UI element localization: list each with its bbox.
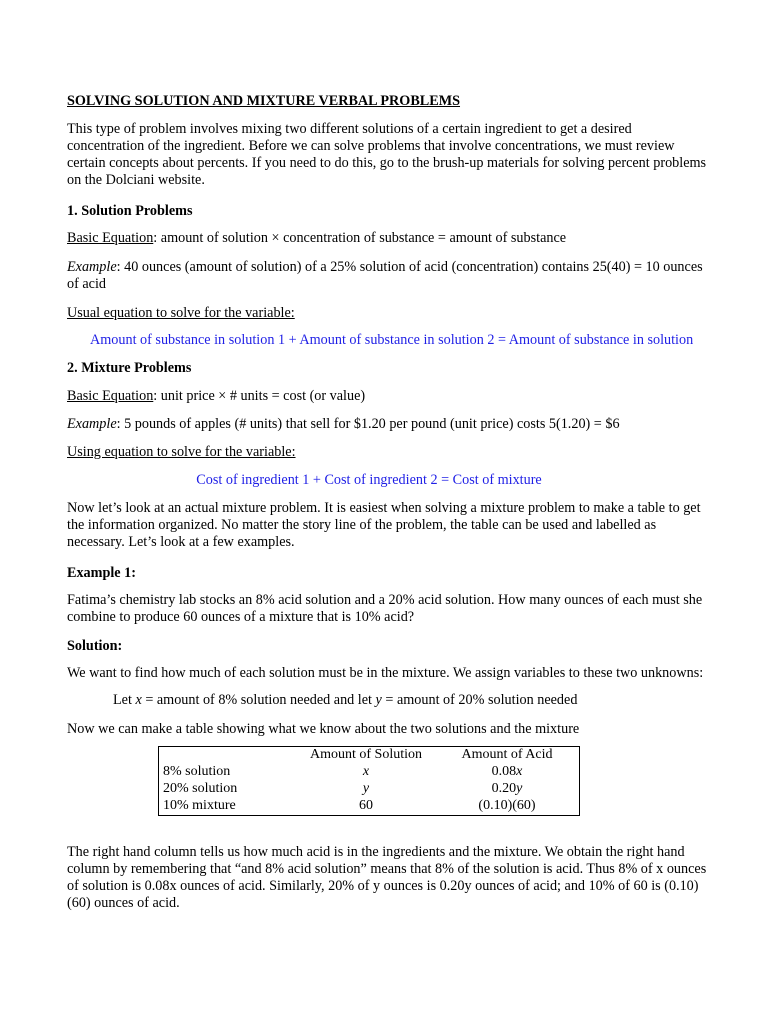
example1-problem: Fatima’s chemistry lab stocks an 8% acid solution and a 20% acid solution. How many ounces of each must she combine to produce 60 ounces of a mixture that is 10% acid? — [67, 592, 703, 625]
section1-basic-equation — [67, 230, 707, 247]
section2-example — [67, 416, 707, 433]
section1-equation: Amount of substance in solution 1 + Amount of substance in solution 2 = Amount of substance in solution — [90, 332, 694, 348]
basic-equation-label: Basic Equation — [67, 230, 154, 246]
example1-heading: Example 1: — [67, 565, 136, 581]
section1-heading: 1. Solution Problems — [67, 203, 193, 219]
basic-equation-text: : unit price × # units = cost (or value) — [153, 388, 366, 404]
table-cell: 20% solution — [163, 780, 238, 796]
now-paragraph: Now let’s look at an actual mixture problem. It is easiest when solving a mixture problem to make a table to get the information organized. No matter the story line of the problem, the table can be used and labelled as necessary. Let’s look at a few examples. — [67, 500, 701, 550]
document-title: SOLVING SOLUTION AND MIXTURE VERBAL PROBLEMS — [67, 93, 461, 109]
table-header-cell: Amount of Acid — [461, 747, 553, 762]
let-statement — [113, 692, 753, 709]
example-label: Example — [67, 416, 117, 432]
section1-usual-label: Usual equation to solve for the variable: — [67, 305, 295, 321]
basic-equation-label: Basic Equation — [67, 388, 154, 404]
table-row — [159, 764, 580, 781]
intro-paragraph: This type of problem involves mixing two different solutions of a certain ingredient to get a desired concentration of the ingredient. Before we can solve problems that involve concentrations, we must review certain concepts about percents. If you need to do this, go to the brush-up materials for solving percent problems on the Dolciani website. — [67, 121, 707, 188]
section1-example — [67, 259, 707, 293]
table-header-row — [159, 747, 580, 765]
table-cell: 10% mixture — [163, 797, 236, 813]
table-row — [159, 781, 580, 798]
table-cell: 0.08x — [491, 764, 523, 779]
table-cell: x — [362, 764, 370, 779]
table-intro: Now we can make a table showing what we know about the two solutions and the mixture — [67, 721, 580, 737]
table-cell: (0.10)(60) — [478, 797, 536, 813]
table-cell: 8% solution — [163, 764, 231, 779]
example-text: : 5 pounds of apples (# units) that sell for $1.20 per pound (unit price) costs 5(1.20) = $6 — [116, 416, 620, 432]
section2-equation: Cost of ingredient 1 + Cost of ingredient 2 = Cost of mixture — [196, 472, 542, 488]
find-paragraph: We want to find how much of each solution must be in the mixture. We assign variables to these two unknowns: — [67, 665, 704, 681]
mixture-table — [158, 746, 580, 816]
basic-equation-text: : amount of solution × concentration of substance = amount of substance — [153, 230, 567, 246]
variable-y: y — [375, 692, 382, 708]
variable-x: x — [135, 692, 142, 708]
example-label: Example — [67, 259, 117, 275]
let-text: Let — [113, 692, 136, 708]
table-header-cell: Amount of Solution — [309, 747, 422, 762]
solution-heading: Solution: — [67, 638, 123, 654]
table-header-cell — [159, 747, 298, 765]
section2-heading: 2. Mixture Problems — [67, 360, 192, 376]
let-text: = amount of 8% solution needed and let — [141, 692, 376, 708]
example-text: : 40 ounces (amount of solution) of a 25% solution of acid (concentration) contains 25(40) = 10 ounces of acid — [67, 259, 703, 292]
table-cell: 0.20y — [491, 780, 523, 796]
table-row — [159, 798, 580, 816]
section2-using-label: Using equation to solve for the variable: — [67, 444, 296, 460]
table-cell: 60 — [359, 797, 373, 813]
let-text: = amount of 20% solution needed — [381, 692, 578, 708]
section2-basic-equation — [67, 388, 707, 405]
explanation-paragraph: The right hand column tells us how much acid is in the ingredients and the mixture. We obtain the right hand column by remembering that “and 8% acid solution” means that 8% of the solution is acid. Thus 8% of x ounces of solution is 0.08x ounces of acid. Similarly, 20% of y ounces is 0.20y ounces of acid; and 10% of 60 is (0.10)(60) ounces of acid. — [67, 844, 707, 911]
table-cell: y — [362, 780, 370, 796]
